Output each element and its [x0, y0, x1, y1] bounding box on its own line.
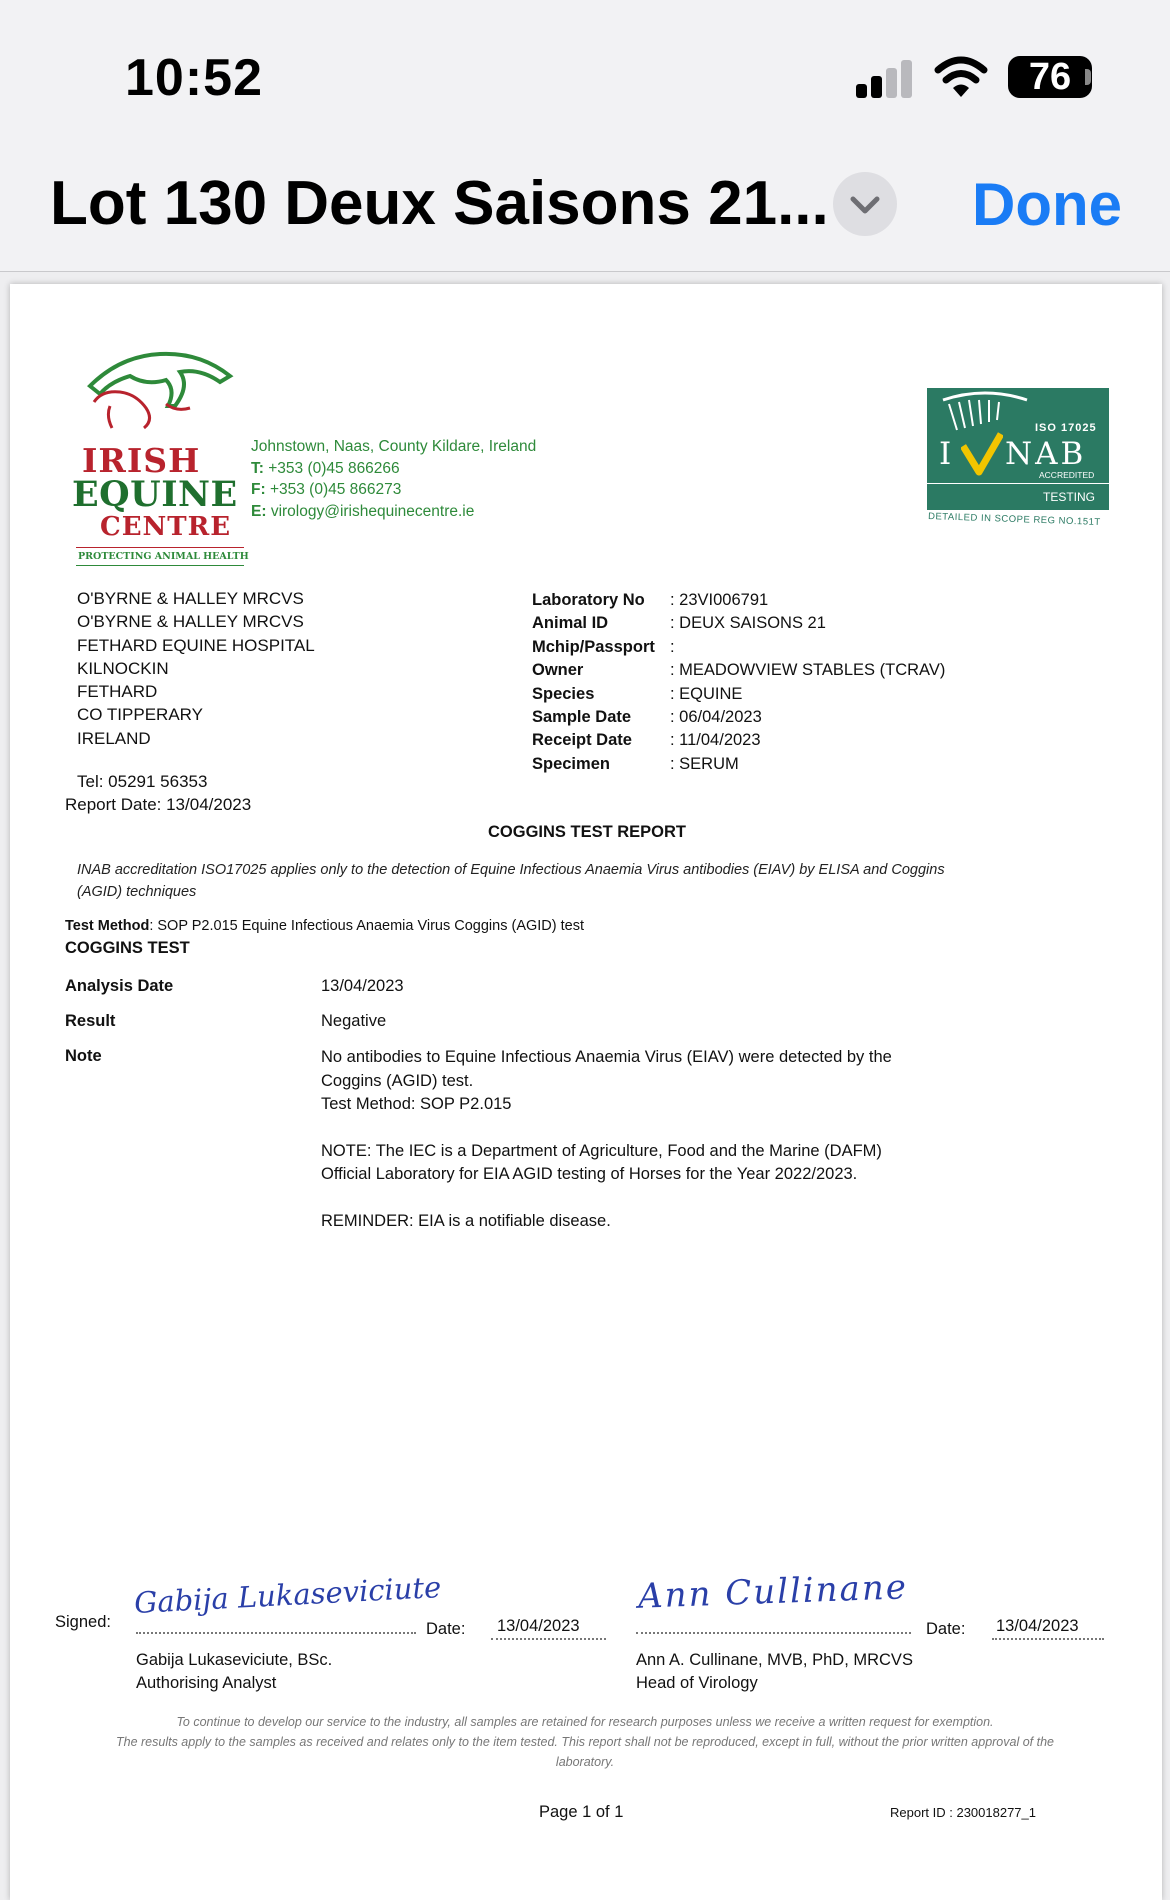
fax-label: F:: [251, 481, 266, 498]
inab-checkmark-icon: [961, 432, 1003, 476]
lab-contact-block: [251, 436, 536, 522]
info-label: Animal ID: [532, 614, 609, 633]
horse-logo-icon: [80, 346, 240, 436]
title-menu-button[interactable]: [833, 172, 897, 236]
info-label: Specimen: [532, 754, 610, 773]
note-paragraph: NOTE: The IEC is a Department of Agriculture, Food and the Marine (DAFM) Official Laboratory for EIA AGID testing of Horses for the Year 2022/2023.: [321, 1141, 882, 1183]
analyst-signature: Gabija Lukaseviciute: [133, 1569, 442, 1621]
info-row: [532, 589, 945, 612]
inab-accreditation-badge: [927, 388, 1109, 510]
report-title: COGGINS TEST REPORT: [487, 823, 687, 841]
note-label: Note: [65, 1047, 102, 1065]
info-value: : SERUM: [670, 754, 739, 773]
footer-line: The results apply to the samples as received and relates only to the item tested. This report shall not be reproduced, except in full, without the prior written approval of the laboratory.: [115, 1735, 1054, 1769]
info-value: :: [670, 637, 675, 656]
head-name: Ann A. Cullinane, MVB, PhD, MRCVS: [636, 1651, 913, 1669]
signed-label: Signed:: [55, 1613, 111, 1631]
logo-wordmark-centre: CENTRE: [100, 512, 232, 542]
info-row: [532, 706, 945, 729]
status-bar: [0, 0, 1170, 150]
test-method-label: Test Method: [65, 918, 150, 934]
date-label: Date:: [426, 1620, 466, 1638]
note-paragraph: Test Method: SOP P2.015: [321, 1095, 512, 1113]
document-title: Lot 130 Deux Saisons 21...: [50, 169, 829, 238]
done-button[interactable]: Done: [972, 171, 1122, 238]
address-line: O'BYRNE & HALLEY MRCVS: [77, 612, 304, 632]
signature-date: 13/04/2023: [497, 1617, 580, 1635]
info-row: [532, 729, 945, 752]
address-line: FETHARD EQUINE HOSPITAL: [77, 635, 315, 655]
inab-scope: DETAILED IN SCOPE REG NO.151T: [927, 510, 1101, 529]
result-value: Negative: [321, 1012, 387, 1030]
footer-disclaimer: [110, 1712, 1060, 1772]
info-row: [532, 636, 945, 659]
note-paragraph: No antibodies to Equine Infectious Anaemia Virus (EIAV) were detected by the Coggins (AGID) test.: [321, 1048, 892, 1090]
date-line: [992, 1638, 1104, 1640]
battery-indicator: 76: [1008, 56, 1092, 98]
info-value: : DEUX SAISONS 21: [670, 614, 826, 633]
info-value: : 11/04/2023: [670, 731, 761, 750]
date-line: [491, 1638, 606, 1640]
note-content: [321, 1046, 921, 1256]
analyst-role: Authorising Analyst: [136, 1674, 277, 1692]
document-header: [0, 150, 1170, 272]
head-role: Head of Virology: [636, 1674, 758, 1692]
page-number: Page 1 of 1: [539, 1803, 624, 1821]
info-label: Laboratory No: [532, 591, 645, 609]
inab-iso: ISO 17025: [1035, 422, 1097, 434]
lab-phone: +353 (0)45 866266: [268, 459, 400, 477]
section-heading: COGGINS TEST: [65, 939, 190, 957]
inab-wordmark: NAB: [1005, 436, 1087, 472]
analysis-date-label: Analysis Date: [65, 977, 174, 995]
inab-accreditation-note: INAB accreditation ISO17025 applies only to the detection of Equine Infectious Anaemia Virus antibodies (EIAV) by ELISA and Coggins (AGID) techniques: [77, 862, 945, 900]
report-date: Report Date: 13/04/2023: [65, 795, 252, 814]
test-method-line: [65, 918, 584, 934]
status-time: 10:52: [125, 49, 263, 107]
inab-accredited: ACCREDITED: [1039, 470, 1095, 480]
signature-date: 13/04/2023: [996, 1617, 1079, 1635]
info-row: [532, 753, 945, 776]
logo-tagline: PROTECTING ANIMAL HEALTH: [78, 551, 249, 562]
info-row: [532, 659, 945, 682]
note-paragraph: REMINDER: EIA is a notifiable disease.: [321, 1211, 611, 1230]
battery-cap-icon: [1085, 69, 1091, 85]
address-line: O'BYRNE & HALLEY MRCVS: [77, 589, 304, 608]
address-line: KILNOCKIN: [77, 658, 169, 678]
address-line: IRELAND: [77, 728, 151, 748]
info-value: : MEADOWVIEW STABLES (TCRAV): [670, 661, 946, 680]
lab-email: virology@irishequinecentre.ie: [270, 502, 475, 520]
cellular-signal-icon: [856, 58, 916, 98]
info-value: : EQUINE: [670, 684, 743, 703]
date-label: Date:: [926, 1620, 966, 1638]
footer-line: To continue to develop our service to the industry, all samples are retained for research purposes unless we receive a written request for exemption.: [176, 1715, 994, 1729]
report-id: Report ID : 230018277_1: [890, 1805, 1036, 1820]
signature-line: [136, 1632, 416, 1634]
logo-divider: [76, 547, 244, 548]
info-label: Species: [532, 684, 595, 703]
document-page: [10, 284, 1162, 1900]
info-label: Owner: [532, 661, 584, 680]
head-signature: Ann Cullinane: [637, 1567, 909, 1617]
email-label: E:: [251, 502, 267, 520]
sample-info-table: [532, 589, 945, 776]
recipient-address: [77, 587, 315, 750]
tel-label: T:: [251, 459, 264, 477]
analysis-date-value: 13/04/2023: [321, 977, 404, 995]
recipient-tel: Tel: 05291 56353: [77, 772, 208, 791]
result-label: Result: [65, 1012, 116, 1030]
analyst-name: Gabija Lukaseviciute, BSc.: [136, 1651, 333, 1669]
wifi-icon: [934, 55, 988, 99]
address-line: CO TIPPERARY: [77, 705, 203, 725]
info-value: : 23VI006791: [670, 591, 769, 609]
info-value: : 06/04/2023: [670, 707, 762, 726]
info-row: [532, 612, 945, 635]
logo-divider-bottom: [76, 565, 244, 566]
test-method-value: : SOP P2.015 Equine Infectious Anaemia Virus Coggins (AGID) test: [149, 918, 585, 934]
inab-testing: TESTING: [1043, 490, 1096, 504]
logo-wordmark-equine: EQUINE: [72, 474, 238, 515]
chevron-down-icon: [833, 172, 897, 236]
info-label: Sample Date: [532, 707, 632, 726]
info-label: Mchip/Passport: [532, 637, 655, 656]
signature-line: [636, 1632, 911, 1634]
inab-letter-i: I: [939, 436, 952, 472]
logo-wordmark-irish: IRISH: [82, 441, 201, 480]
lab-address: Johnstown, Naas, County Kildare, Ireland: [251, 438, 537, 455]
info-row: [532, 683, 945, 706]
inab-divider: [927, 483, 1109, 484]
address-line: FETHARD: [77, 682, 158, 702]
lab-fax: +353 (0)45 866273: [269, 481, 402, 498]
info-label: Receipt Date: [532, 731, 632, 750]
